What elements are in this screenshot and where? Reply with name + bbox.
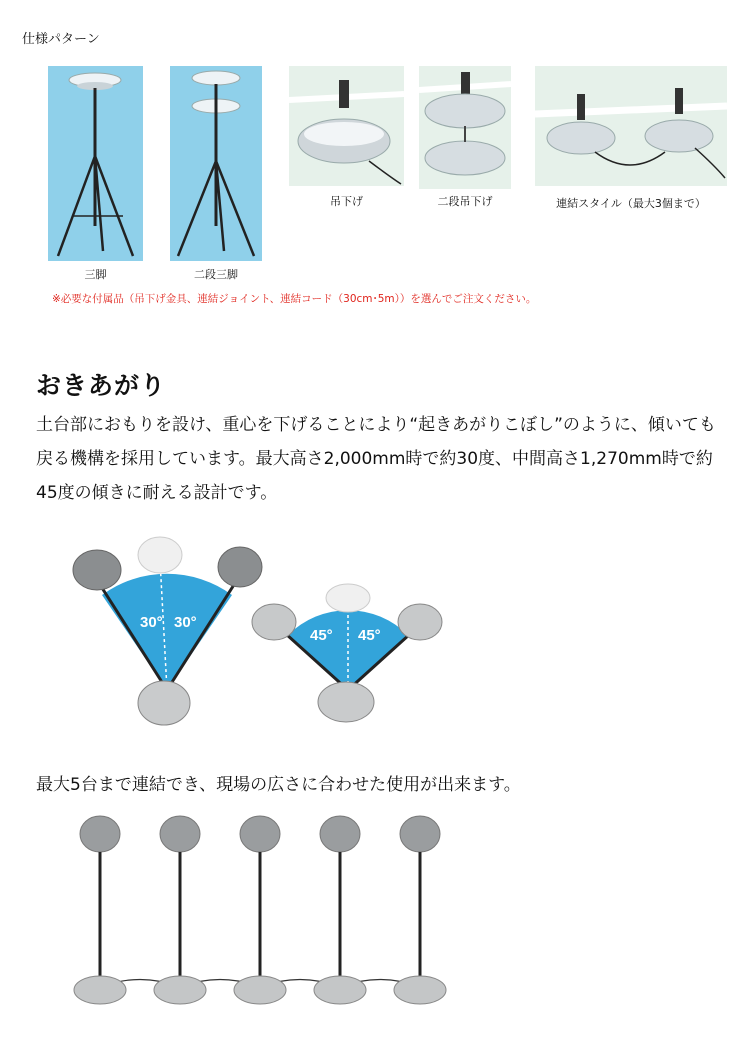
description-paragraph: 土台部におもりを設け、重心を下げることにより“起きあがりこぼし”のように、傾いても戻る機構を採用しています。最大高さ2,000mm時で約30度、中間高さ1,270mm時で約45度の傾きに耐える設計です。 — [36, 415, 716, 503]
photo-tripod — [48, 66, 143, 261]
photo-linked-style — [535, 66, 727, 186]
accessory-note: ※必要な付属品（吊下げ金具、連結ジョイント、連結コード（30cm･5m））を選んでご注文ください。 — [52, 293, 537, 305]
tilt-label-right-45: 45° — [358, 627, 381, 644]
photo-two-stage-hanging — [419, 66, 511, 189]
tilt-label-left-30: 30° — [140, 614, 163, 631]
photo-two-stage-tripod — [170, 66, 262, 261]
tilt-diagram-45 — [248, 580, 448, 740]
heading-okiagari: おきあがり — [36, 371, 167, 400]
caption-hanging: 吊下げ — [330, 195, 363, 208]
linking-paragraph: 最大5台まで連結でき、現場の広さに合わせた使用が出来ます。 — [36, 775, 521, 795]
photo-hanging — [289, 66, 404, 186]
tilt-label-right-30: 30° — [174, 614, 197, 631]
caption-two-stage-tripod: 二段三脚 — [194, 268, 238, 281]
caption-linked-style: 連結スタイル（最大3個まで） — [556, 197, 706, 210]
photo-five-linked-lights — [60, 812, 450, 1017]
caption-tripod: 三脚 — [84, 268, 107, 281]
tilt-label-left-45: 45° — [310, 627, 333, 644]
section-title: 仕様パターン — [22, 32, 100, 47]
caption-two-stage-hanging: 二段吊下げ — [437, 195, 493, 208]
